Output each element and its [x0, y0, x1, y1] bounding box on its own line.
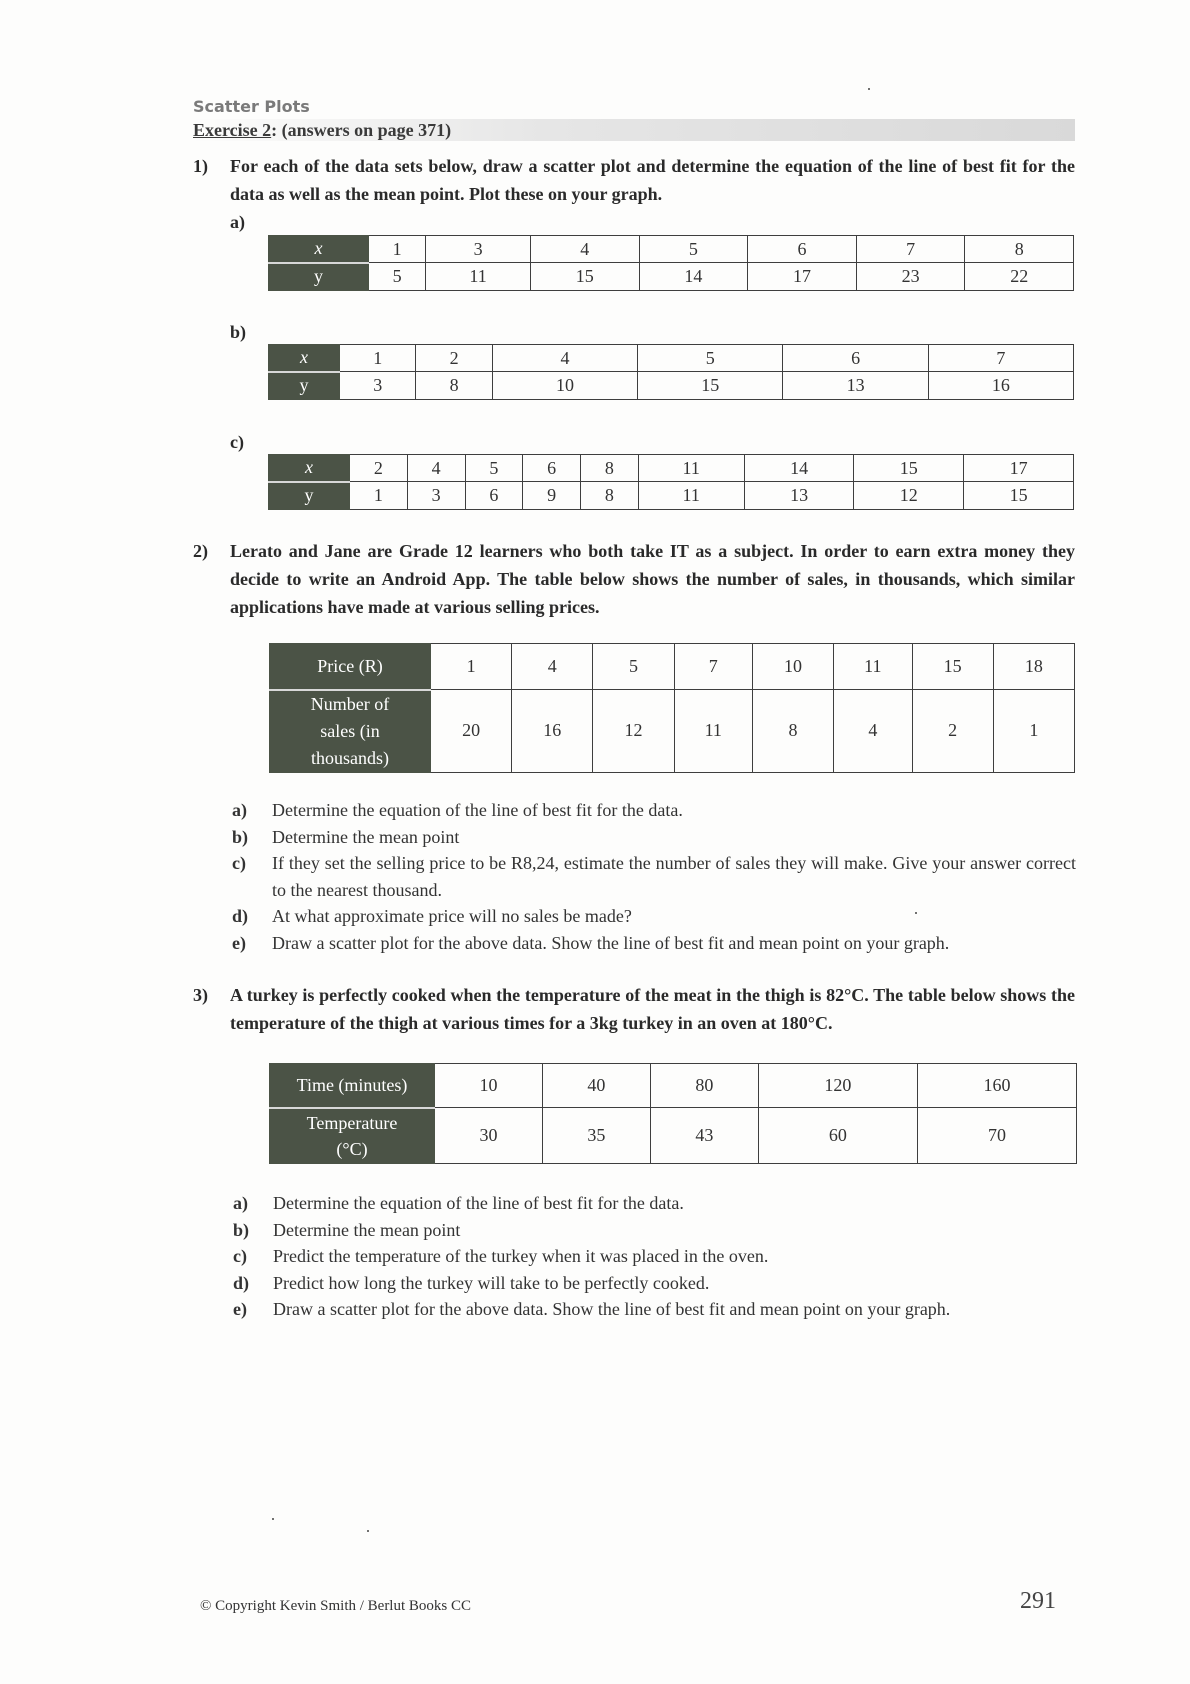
header-y: y — [269, 263, 369, 291]
cell: 4 — [512, 644, 593, 690]
cell: 160 — [917, 1064, 1076, 1108]
cell: 5 — [465, 455, 523, 482]
price-sales-table — [269, 643, 1075, 773]
cell: 6 — [783, 345, 928, 372]
part-label-c: c) — [230, 432, 244, 452]
cell: 4 — [407, 455, 465, 482]
cell: 5 — [639, 236, 748, 263]
scan-speck — [915, 912, 917, 914]
cell: 8 — [752, 690, 833, 773]
cell: 5 — [369, 263, 426, 291]
cell: 15 — [854, 455, 964, 482]
cell: 11 — [638, 455, 744, 482]
cell: 4 — [834, 690, 912, 773]
cell: 40 — [542, 1064, 650, 1108]
section-title: Scatter Plots — [193, 97, 310, 116]
cell: 11 — [638, 482, 744, 510]
cell: 5 — [638, 345, 783, 372]
cell: 17 — [964, 455, 1074, 482]
subpart-e: e) Draw a scatter plot for the above data. Show the line of best fit and mean point on your graph. — [233, 1299, 951, 1319]
cell: 1 — [350, 482, 408, 510]
header-x: x — [269, 455, 350, 482]
cell: 10 — [752, 644, 833, 690]
cell: 22 — [965, 263, 1074, 291]
time-temperature-table — [269, 1063, 1077, 1164]
question-text: Lerato and Jane are Grade 12 learners who both take IT as a subject. In order to earn extra money they decide to write an Android App. The table below shows the number of sales, in thousands, which similar applications have made at various selling prices. — [230, 541, 1075, 617]
cell: 7 — [856, 236, 965, 263]
header-temperature: Temperature (°C) — [270, 1108, 435, 1164]
cell: 2 — [350, 455, 408, 482]
cell: 1 — [369, 236, 426, 263]
subpart-a: a) Determine the equation of the line of best fit for the data. — [233, 1193, 684, 1213]
cell: 8 — [581, 455, 639, 482]
cell: 12 — [593, 690, 674, 773]
subpart-d: d) At what approximate price will no sales be made? — [232, 906, 632, 926]
subpart-a: a) Determine the equation of the line of best fit for the data. — [232, 800, 683, 820]
header-x: x — [269, 345, 340, 372]
cell: 9 — [523, 482, 581, 510]
scan-speck — [272, 1518, 274, 1520]
cell: 2 — [912, 690, 993, 773]
cell: 10 — [435, 1064, 543, 1108]
data-table-1a — [268, 235, 1074, 291]
header-number-of-sales: Number of sales (in thousands) — [270, 690, 431, 773]
question-1 — [193, 152, 1075, 208]
cell: 60 — [758, 1108, 917, 1164]
cell: 6 — [748, 236, 857, 263]
exercise-answers-ref: : (answers on page 371) — [271, 120, 452, 140]
part-label-b: b) — [230, 322, 247, 342]
header-y: y — [269, 372, 340, 400]
cell: 1 — [993, 690, 1074, 773]
cell: 7 — [928, 345, 1073, 372]
question-text: For each of the data sets below, draw a scatter plot and determine the equation of the line of best fit for the data as well as the mean point. Plot these on your graph. — [230, 156, 1075, 204]
question-number: 1) — [193, 156, 208, 176]
cell: 2 — [416, 345, 492, 372]
cell: 6 — [465, 482, 523, 510]
cell: 18 — [993, 644, 1074, 690]
cell: 35 — [542, 1108, 650, 1164]
cell: 3 — [407, 482, 465, 510]
cell: 7 — [674, 644, 752, 690]
question-number: 3) — [193, 985, 208, 1005]
cell: 8 — [416, 372, 492, 400]
cell: 80 — [650, 1064, 758, 1108]
scan-speck — [868, 88, 870, 90]
question-number: 2) — [193, 541, 208, 561]
cell: 8 — [581, 482, 639, 510]
subpart-c: c) Predict the temperature of the turkey when it was placed in the oven. — [233, 1246, 769, 1266]
cell: 17 — [748, 263, 857, 291]
cell: 70 — [917, 1108, 1076, 1164]
subpart-d: d) Predict how long the turkey will take to be perfectly cooked. — [233, 1272, 710, 1293]
question-3-subparts — [233, 1190, 1077, 1323]
cell: 16 — [512, 690, 593, 773]
cell: 20 — [431, 690, 512, 773]
cell: 120 — [758, 1064, 917, 1108]
scan-speck — [367, 1530, 369, 1532]
cell: 3 — [340, 372, 416, 400]
data-table-1b — [268, 344, 1074, 400]
cell: 14 — [744, 455, 854, 482]
cell: 30 — [435, 1108, 543, 1164]
header-x: x — [269, 236, 369, 263]
cell: 13 — [783, 372, 928, 400]
header-y: y — [269, 482, 350, 510]
cell: 10 — [492, 372, 637, 400]
cell: 15 — [912, 644, 993, 690]
question-2-subparts — [232, 797, 1076, 956]
cell: 15 — [964, 482, 1074, 510]
question-3 — [193, 981, 1075, 1037]
cell: 14 — [639, 263, 748, 291]
cell: 15 — [638, 372, 783, 400]
cell: 43 — [650, 1108, 758, 1164]
cell: 11 — [834, 644, 912, 690]
subpart-b: b) Determine the mean point — [233, 1219, 461, 1240]
question-text: A turkey is perfectly cooked when the temperature of the meat in the thigh is 82°C. The table below shows the temperature of the thigh at various times for a 3kg turkey in an oven at 180°C. — [230, 985, 1075, 1033]
cell: 4 — [492, 345, 637, 372]
subpart-e: e) Draw a scatter plot for the above data. Show the line of best fit and mean point on your graph. — [232, 932, 950, 953]
cell: 15 — [531, 263, 640, 291]
cell: 13 — [744, 482, 854, 510]
subpart-c: c) If they set the selling price to be R8,24, estimate the number of sales they will make. Give your answer correct to the nearest thousand. — [232, 853, 1076, 900]
copyright-notice: © Copyright Kevin Smith / Berlut Books CC — [200, 1598, 471, 1614]
cell: 11 — [426, 263, 531, 291]
page-number: 291 — [1020, 1588, 1056, 1614]
cell: 4 — [531, 236, 640, 263]
header-time: Time (minutes) — [270, 1064, 435, 1108]
cell: 1 — [340, 345, 416, 372]
part-label-a: a) — [230, 212, 245, 232]
data-table-1c — [268, 454, 1074, 510]
header-price: Price (R) — [270, 644, 431, 690]
cell: 12 — [854, 482, 964, 510]
cell: 3 — [426, 236, 531, 263]
cell: 5 — [593, 644, 674, 690]
cell: 8 — [965, 236, 1074, 263]
cell: 1 — [431, 644, 512, 690]
cell: 11 — [674, 690, 752, 773]
cell: 6 — [523, 455, 581, 482]
subpart-b: b) Determine the mean point — [232, 826, 460, 847]
exercise-title — [193, 120, 451, 141]
exercise-label: Exercise 2 — [193, 120, 272, 140]
question-2 — [193, 537, 1075, 621]
cell: 23 — [856, 263, 965, 291]
cell: 16 — [928, 372, 1073, 400]
